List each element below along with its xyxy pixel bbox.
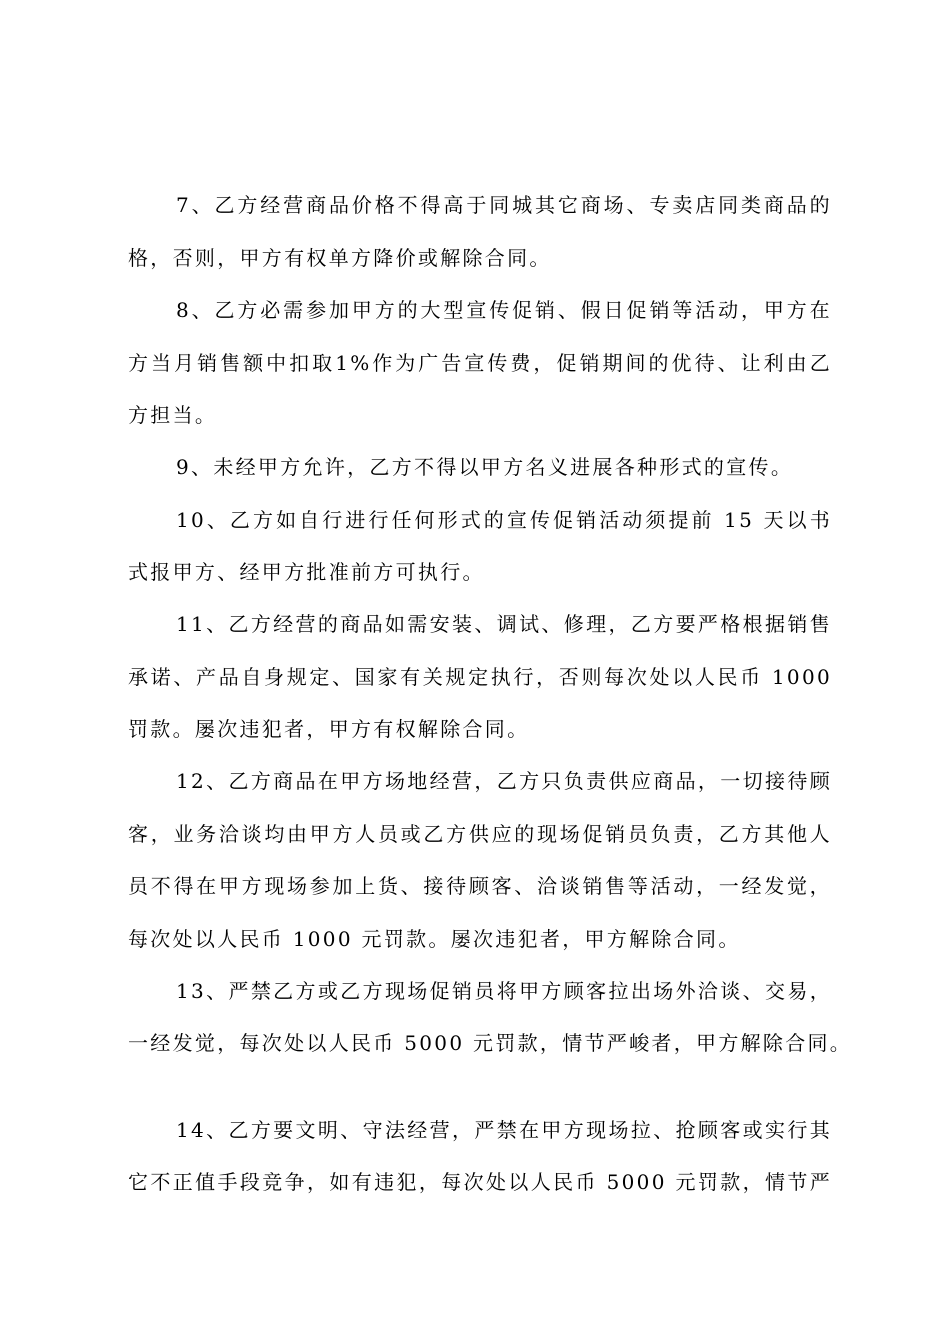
clause-11-line-1: 11、乙方经营的商品如需安装、调试、修理，乙方要严格根据销售: [176, 612, 832, 636]
clause-9-line-1: 9、未经甲方允许，乙方不得以甲方名义进展各种形式的宣传。: [176, 455, 794, 479]
clause-11-line-2: 承诺、产品自身规定、国家有关规定执行，否则每次处以人民币 1000: [128, 665, 832, 689]
clause-8-line-2: 方当月销售额中扣取1%作为广告宣传费，促销期间的优待、让利由乙: [128, 351, 832, 375]
clause-8-line-3: 方担当。: [128, 403, 218, 427]
clause-14-line-1: 14、乙方要文明、守法经营，严禁在甲方现场拉、抢顾客或实行其: [176, 1118, 832, 1142]
clause-10-line-2: 式报甲方、经甲方批准前方可执行。: [128, 560, 485, 584]
clause-11-line-3: 罚款。屡次违犯者，甲方有权解除合同。: [128, 717, 530, 741]
clause-12-line-2: 客，业务洽谈均由甲方人员或乙方供应的现场促销员负责，乙方其他人: [128, 822, 832, 846]
clause-10-line-1: 10、乙方如自行进行任何形式的宣传促销活动须提前 15 天以书: [176, 508, 832, 532]
clause-12-line-1: 12、乙方商品在甲方场地经营，乙方只负责供应商品，一切接待顾: [176, 769, 832, 793]
clause-14-line-2: 它不正值手段竞争，如有违犯，每次处以人民币 5000 元罚款，情节严: [128, 1170, 832, 1194]
clause-13-line-1: 13、严禁乙方或乙方现场促销员将甲方顾客拉出场外洽谈、交易，: [176, 979, 832, 1003]
clause-13-line-2: 一经发觉，每次处以人民币 5000 元罚款，情节严峻者，甲方解除合同。: [128, 1031, 853, 1055]
clause-12-line-3: 员不得在甲方现场参加上货、接待顾客、洽谈销售等活动，一经发觉，: [128, 874, 832, 898]
clause-8-line-1: 8、乙方必需参加甲方的大型宣传促销、假日促销等活动，甲方在: [176, 298, 832, 322]
clause-7-line-1: 7、乙方经营商品价格不得高于同城其它商场、专卖店同类商品的: [176, 193, 832, 217]
clause-12-line-4: 每次处以人民币 1000 元罚款。屡次违犯者，甲方解除合同。: [128, 927, 741, 951]
clause-7-line-2: 格，否则，甲方有权单方降价或解除合同。: [128, 246, 552, 270]
